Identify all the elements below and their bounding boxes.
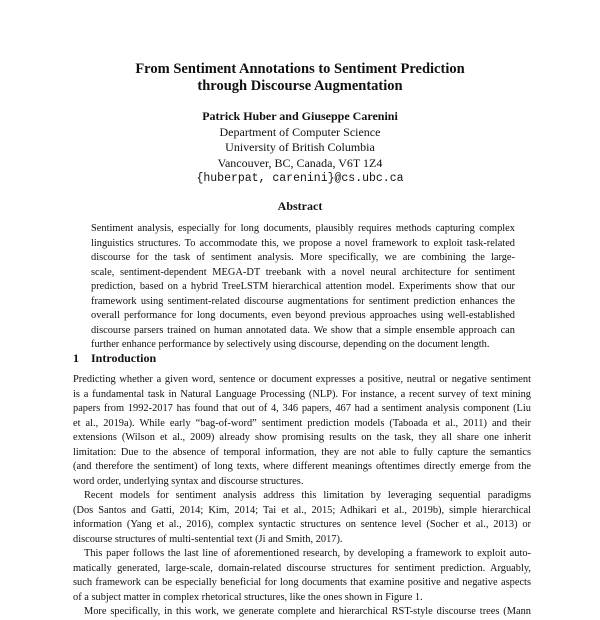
abstract-line: discourse for the task of sentiment analysis. More specifically, we are combining the large-	[91, 252, 515, 263]
author-names: Patrick Huber and Giuseppe Carenini	[202, 109, 398, 123]
author-block	[0, 109, 600, 187]
body-line: discourse structures of multi-sentential text (Ji and Smith, 2017).	[73, 533, 343, 545]
author-email: {huberpat, carenini}@cs.ubc.ca	[196, 172, 404, 186]
title-line: through Discourse Augmentation	[197, 78, 403, 94]
body-line: papers from 1992-2017 has found that out of 4, 346 papers, 467 had a sentiment analysis component (Liu	[73, 403, 531, 414]
body-line: This paper follows the last line of aforementioned research, by developing a framework to exploit auto-	[84, 548, 531, 559]
body-line: extensions (Wilson et al., 2009) already show promising results on the task, they all share one inherit	[73, 432, 531, 443]
body-line: information (Yang et al., 2016), complex syntactic structures on sentence level (Socher et al., 2013) or	[73, 519, 531, 530]
body-line: Predicting whether a given word, sentence or document expresses a positive, neutral or negative sentiment	[73, 374, 531, 385]
body-line: More specifically, in this work, we generate complete and hierarchical RST-style discourse trees (Mann	[84, 606, 531, 617]
section-heading	[73, 351, 156, 366]
abstract-line: Sentiment analysis, especially for long documents, plausibly requires methods capturing complex	[91, 223, 515, 234]
body-line: et al., 2019a). While early “bag-of-word” sentiment prediction models (Taboada et al., 2011) and their	[73, 417, 531, 429]
body-line: such framework can be especially beneficial for long documents that examine positive and negative aspects	[73, 577, 531, 588]
abstract-text	[91, 222, 515, 353]
abstract-line: framework using sentiment-related discourse augmentations for sentiment prediction enhances the	[91, 295, 515, 307]
paper-title	[0, 61, 600, 95]
body-line: Recent models for sentiment analysis address this limitation by leveraging sequential paradigms	[84, 490, 531, 501]
abstract-line: linguistics structures. To accommodate this, we propose a novel framework to exploit task-related	[91, 237, 515, 249]
body-line: (and therefore the sentiment) of long texts, where different meanings oftentimes directly emerge from the	[73, 461, 531, 472]
abstract-line: prediction, based on a hybrid TreeLSTM hierarchical attention model. Experiments show that our	[91, 281, 515, 292]
abstract-line: further enhance performance by selectively using discourse, depending on the document length.	[91, 339, 490, 350]
abstract-line: overall performance for long documents, even beyond previous approaches using well-established	[91, 310, 515, 321]
introduction-text	[73, 373, 531, 620]
abstract-line: discourse parsers trained on human annotated data. We show that a simple ensemble approach can	[91, 324, 515, 336]
title-line: From Sentiment Annotations to Sentiment Prediction	[135, 61, 465, 77]
body-line: of a subject matter in complex rhetorical structures, like the ones shown in Figure 1.	[73, 591, 423, 603]
body-line: (Dos Santos and Gatti, 2014; Kim, 2014; Tai et al., 2015; Adhikari et al., 2019b), simple hierarchical	[73, 504, 531, 516]
affiliation-line: Vancouver, BC, Canada, V6T 1Z4	[217, 155, 383, 170]
body-line: limitation: Due to the absence of temporal information, they are not able to fully capture the semantics	[73, 446, 531, 458]
abstract-heading: Abstract	[277, 199, 323, 213]
affiliation-line: Department of Computer Science	[219, 124, 381, 139]
affiliation-line: University of British Columbia	[225, 140, 375, 155]
body-line: is a fundamental task in Natural Language Processing (NLP). For instance, a recent survey of text mining	[73, 388, 531, 400]
abstract-line: scale, sentiment-dependent MEGA-DT treebank with a novel neural architecture for sentiment	[91, 266, 515, 278]
section-number: 1	[73, 351, 79, 365]
body-line: word order, underlying syntax and discourse structures.	[73, 475, 304, 487]
section-title: Introduction	[91, 351, 157, 365]
body-line: matically generated, large-scale, domain-related discourse structures for sentiment prediction. Arguably,	[73, 562, 531, 574]
